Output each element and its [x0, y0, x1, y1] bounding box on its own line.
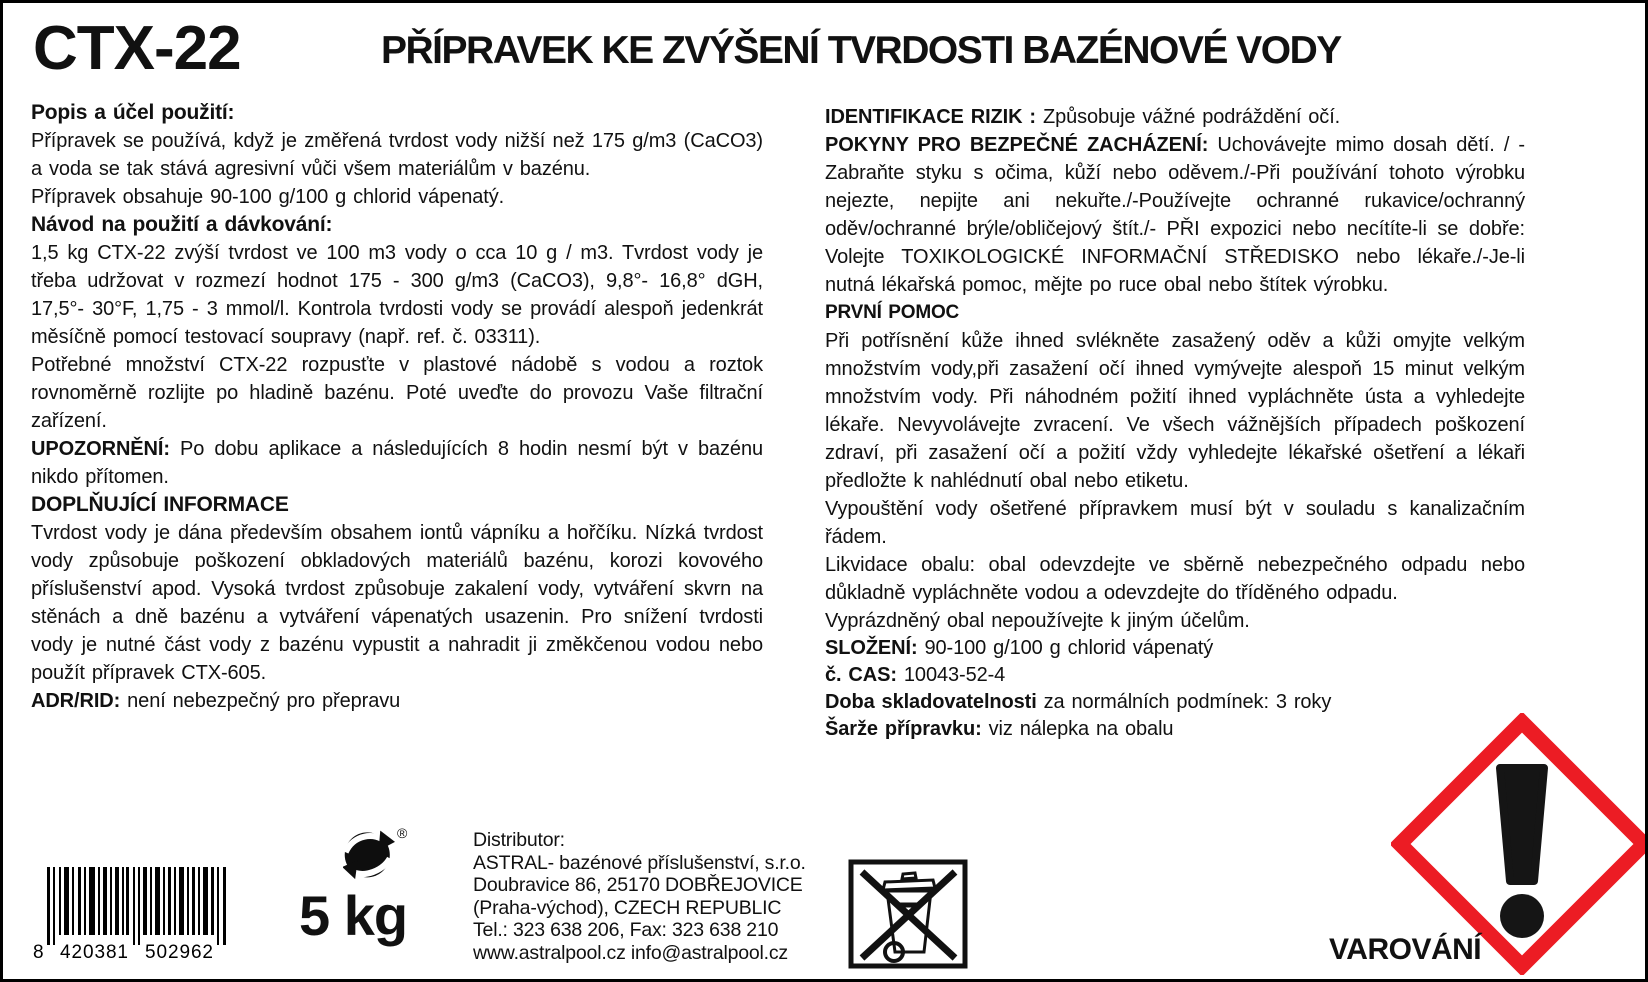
cas-text: 10043-52-4 [896, 664, 1006, 686]
upozorneni-text: Po dobu aplikace a následujících 8 hodin nesmí být v bazénu nikdo přítomen. [31, 438, 763, 488]
rizika-line [825, 103, 1525, 131]
adr-paragraph [31, 687, 763, 715]
distributor-line: (Praha-východ), CZECH REPUBLIC [473, 896, 782, 919]
rizika-text: Způsobuje vážné podráždění očí. [1036, 106, 1341, 128]
green-point-recycling-icon [343, 827, 395, 881]
doba-text: za normálních podmínek: 3 roky [1036, 691, 1332, 713]
barcode-digits-right: 502962 [145, 942, 213, 961]
navod-heading: Návod na použití a dávkování: [31, 213, 333, 236]
net-weight-label: 5 kg [299, 884, 408, 947]
exclamation-bar [1500, 768, 1544, 881]
distributor-block [473, 829, 806, 964]
navod-paragraph-2: Potřebné množství CTX-22 rozpusťte v plastové nádobě s vodou a roztok rovnoměrně rozlijte po hladině bazénu. Poté uveďte do provozu Vaše filtrační zařízení. [31, 354, 763, 432]
prvni-pomoc-paragraph: Při potřísnění kůže ihned svlékněte zasažený oděv a kůži omyjte velkým množstvím vody,při zasažení očí ihned vymývejte alespoň 15 minut velkým množstvím vody. Při náhodném požití ihned vypláchněte ústa a vyhledejte lékaře. Nevyvolávejte zvracení. Ve všech vážnějších případech poškození zdraví, při zasažení očí a požití vždy vyhledejte lékařské ošetření a lékaři předložte k nahlédnutí obal nebo etiketu. [825, 330, 1525, 492]
pokyny-label: POKYNY PRO BEZPEČNÉ ZACHÁZENÍ: [825, 134, 1209, 156]
upozorneni-label: UPOZORNĚNÍ: [31, 438, 170, 460]
doplnujici-paragraph: Tvrdost vody je dána především obsahem iontů vápníku a hořčíku. Nízká tvrdost vody způsobuje poškození obkladových materiálů bazénu, korozi kovového příslušenství apod. Vysoká tvrdost způsobuje zakalení vody, vytváření skvrn na stěnách a dně bazénu a vytváření vápenatých usazenin. Pro snížení tvrdosti vody je nutné část vody z bazénu vypustit a nahradit ji změkčenou vodou nebo použít přípravek CTX-605. [31, 522, 763, 684]
adr-label: ADR/RID: [31, 690, 121, 712]
pokyny-paragraph [825, 131, 1525, 299]
likvidace-paragraph-1: Likvidace obalu: obal odevzdejte ve sběrně nebezpečného odpadu nebo důkladně vypláchněte vodou a odevzdejte do tříděného odpadu. [825, 554, 1525, 604]
doplnujici-heading: DOPLŇUJÍCÍ INFORMACE [31, 493, 289, 516]
sarze-text: viz nálepka na obalu [981, 718, 1174, 740]
slozeni-text: 90-100 g/100 g chlorid vápenatý [917, 637, 1214, 659]
distributor-line: Tel.: 323 638 206, Fax: 323 638 210 [473, 919, 779, 941]
rizika-label: IDENTIFIKACE RIZIK : [825, 106, 1036, 128]
cas-line [825, 662, 1525, 689]
pokyny-text: Uchovávejte mimo dosah dětí. / - Zabraňte styku s očima, kůží nebo oděvem./-Při používání tohoto výrobku nejezte, nepijte ani nekuřte./-Používejte ochranné rukavice/ochranný oděv/ochranné brýle/obličejový štít./- PŘI expozici nebo necítíte-li se dobře: Volejte TOXIKOLOGICKÉ INFORMAČNÍ STŘEDISKO nebo lékaře./-Je-li nutná lékařská pomoc, mějte po ruce obal nebo štítek výrobku. [825, 134, 1525, 296]
barcode-digits-left: 420381 [60, 942, 128, 961]
distributor-line: Distributor: [473, 829, 565, 851]
cas-label: č. CAS: [825, 664, 897, 686]
exclamation-dot [1500, 894, 1544, 938]
distributor-line: ASTRAL- bazénové příslušenství, s.r.o. [473, 851, 806, 874]
distributor-line: www.astralpool.cz info@astralpool.cz [473, 941, 788, 964]
right-column [825, 103, 1525, 743]
barcode-bars [33, 867, 245, 961]
doba-label: Doba skladovatelnosti [825, 691, 1037, 713]
likvidace-paragraph-2: Vyprázdněný obal nepoužívejte k jiným účelům. [825, 610, 1250, 632]
registered-trademark-icon: ® [397, 825, 408, 841]
page-title: PŘÍPRAVEK KE ZVÝŠENÍ TVRDOSTI BAZÉNOVÉ VODY [381, 29, 1341, 72]
doba-line [825, 689, 1525, 716]
crossed-out-wheelie-bin-icon [848, 859, 968, 969]
popis-heading: Popis a účel použití: [31, 101, 235, 124]
ean-barcode [33, 867, 245, 961]
vypousteni-paragraph: Vypouštění vody ošetřené přípravkem musí být v souladu s kanalizačním řádem. [825, 498, 1525, 548]
upozorneni-paragraph [31, 435, 763, 491]
popis-paragraph-1: Přípravek se používá, když je změřená tvrdost vody nižší než 175 g/m3 (CaCO3) a voda se tak stává agresivní vůči všem materiálům v bazénu. [31, 130, 763, 180]
slozeni-line [825, 635, 1525, 662]
left-column [31, 99, 763, 715]
barcode-digit-lead: 8 [33, 942, 44, 961]
warning-caption: VAROVÁNÍ [1329, 933, 1482, 966]
navod-paragraph-1: 1,5 kg CTX-22 zvýší tvrdost ve 100 m3 vody o cca 10 g / m3. Tvrdost vody je třeba udržovat v rozmezí hodnot 175 - 300 g/m3 (CaCO3), 9,8°- 16,8° dGH, 17,5°- 30°F, 1,75 - 3 mmol/l. Kontrola tvrdosti vody se provádí alespoň jedenkrát měsíčně pomocí testovací soupravy (např. ref. č. 03311). [31, 242, 763, 348]
prvni-pomoc-heading: PRVNÍ POMOC [825, 302, 960, 323]
sarze-label: Šarže přípravku: [825, 718, 982, 740]
product-code: CTX-22 [33, 14, 241, 83]
slozeni-label: SLOŽENÍ: [825, 637, 918, 659]
adr-text: není nebezpečný pro přepravu [120, 690, 401, 712]
popis-paragraph-2: Přípravek obsahuje 90-100 g/100 g chlorid vápenatý. [31, 186, 505, 208]
distributor-line: Doubravice 86, 25170 DOBŘEJOVICE [473, 874, 803, 896]
